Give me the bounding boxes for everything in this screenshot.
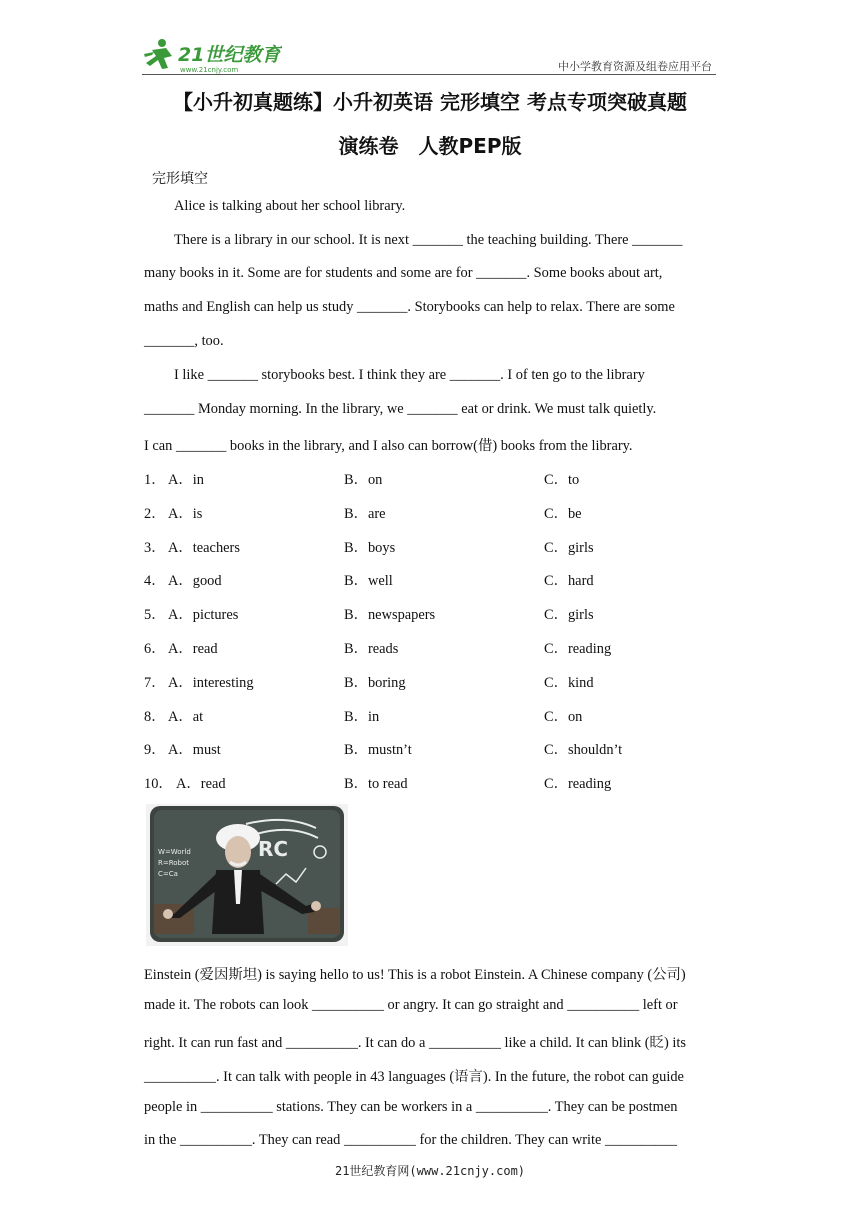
- option-a[interactable]: A．in: [168, 472, 204, 488]
- passage-line: Alice is talking about her school library.: [174, 198, 406, 214]
- passage-line: _______ Monday morning. In the library, we _______ eat or drink. We must talk quietly.: [144, 401, 657, 417]
- option-b[interactable]: B．to read: [344, 776, 408, 792]
- option-c[interactable]: C．shouldn’t: [544, 742, 623, 758]
- passage-line: I like _______ storybooks best. I think they are _______. I of ten go to the library: [174, 367, 645, 383]
- question-number: 4．: [144, 573, 166, 589]
- option-c[interactable]: C．girls: [544, 540, 594, 556]
- option-a[interactable]: A．is: [168, 506, 203, 522]
- question-number: 3．: [144, 540, 166, 556]
- option-a[interactable]: A．teachers: [168, 540, 240, 556]
- question-number: 6．: [144, 641, 166, 657]
- question-number: 8．: [144, 709, 166, 725]
- passage-line: There is a library in our school. It is next _______ the teaching building. There _______: [174, 232, 683, 248]
- passage-line: in the __________. They can read __________ for the children. They can write __________: [144, 1132, 677, 1148]
- page-header: [142, 36, 716, 76]
- svg-text:C=Ca: C=Ca: [158, 870, 178, 878]
- option-c[interactable]: C．on: [544, 709, 583, 725]
- option-b[interactable]: B．boys: [344, 540, 396, 556]
- option-a[interactable]: A．at: [168, 709, 204, 725]
- option-a[interactable]: A．interesting: [168, 675, 254, 691]
- passage-line: Einstein (爱因斯坦) is saying hello to us! This is a robot Einstein. A Chinese company (公司): [144, 967, 686, 983]
- svg-text:W=World: W=World: [158, 848, 191, 856]
- option-c[interactable]: C．kind: [544, 675, 594, 691]
- passage-line: made it. The robots can look __________ or angry. It can go straight and __________ left or: [144, 997, 678, 1013]
- svg-text:R=Robot: R=Robot: [158, 859, 190, 867]
- option-c[interactable]: C．girls: [544, 607, 594, 623]
- page-title-line-2: 演练卷 人教PEP版: [338, 134, 522, 158]
- option-c[interactable]: C．to: [544, 472, 580, 488]
- option-b[interactable]: B．boring: [344, 675, 406, 691]
- passage-line: people in __________ stations. They can be workers in a __________. They can be postmen: [144, 1099, 678, 1115]
- passage-line: __________. It can talk with people in 43 languages (语言). In the future, the robot can guide: [144, 1069, 684, 1085]
- question-number: 9．: [144, 742, 166, 758]
- site-logo: [142, 36, 282, 74]
- option-c[interactable]: C．be: [544, 506, 582, 522]
- svg-text:www.21cnjy.com: www.21cnjy.com: [180, 66, 239, 74]
- svg-text:21世纪教育: 21世纪教育: [178, 44, 281, 66]
- option-b[interactable]: B．on: [344, 472, 383, 488]
- option-a[interactable]: A．must: [168, 742, 221, 758]
- svg-text:RC: RC: [258, 837, 289, 861]
- page-title-line-1: 【小升初真题练】小升初英语 完形填空 考点专项突破真题: [173, 90, 687, 114]
- option-b[interactable]: B．well: [344, 573, 393, 589]
- option-b[interactable]: B．are: [344, 506, 386, 522]
- option-c[interactable]: C．reading: [544, 776, 612, 792]
- robot-einstein-photo: [146, 804, 348, 946]
- section-label: 完形填空: [152, 171, 208, 187]
- option-b[interactable]: B．reads: [344, 641, 399, 657]
- option-b[interactable]: B．newspapers: [344, 607, 436, 623]
- option-b[interactable]: B．in: [344, 709, 380, 725]
- option-a[interactable]: A．good: [168, 573, 222, 589]
- header-divider: [142, 74, 716, 75]
- question-number: 10．: [144, 776, 173, 792]
- passage-line: many books in it. Some are for students and some are for _______. Some books about art,: [144, 265, 663, 281]
- option-c[interactable]: C．reading: [544, 641, 612, 657]
- passage-line: _______, too.: [144, 333, 224, 349]
- question-number: 7．: [144, 675, 166, 691]
- option-a[interactable]: A．read: [176, 776, 226, 792]
- question-number: 1．: [144, 472, 166, 488]
- passage-line: right. It can run fast and __________. It can do a __________ like a child. It can blink (眨) its: [144, 1035, 686, 1051]
- header-platform-text: 中小学教育资源及组卷应用平台: [558, 60, 712, 73]
- option-b[interactable]: B．mustn’t: [344, 742, 412, 758]
- passage-line: I can _______ books in the library, and I also can borrow(借) books from the library.: [144, 438, 633, 454]
- question-number: 2．: [144, 506, 166, 522]
- option-a[interactable]: A．read: [168, 641, 218, 657]
- page-footer: 21世纪教育网(www.21cnjy.com): [334, 1164, 526, 1178]
- passage-line: maths and English can help us study _______. Storybooks can help to relax. There are some: [144, 299, 675, 315]
- option-a[interactable]: A．pictures: [168, 607, 239, 623]
- question-number: 5．: [144, 607, 166, 623]
- option-c[interactable]: C．hard: [544, 573, 594, 589]
